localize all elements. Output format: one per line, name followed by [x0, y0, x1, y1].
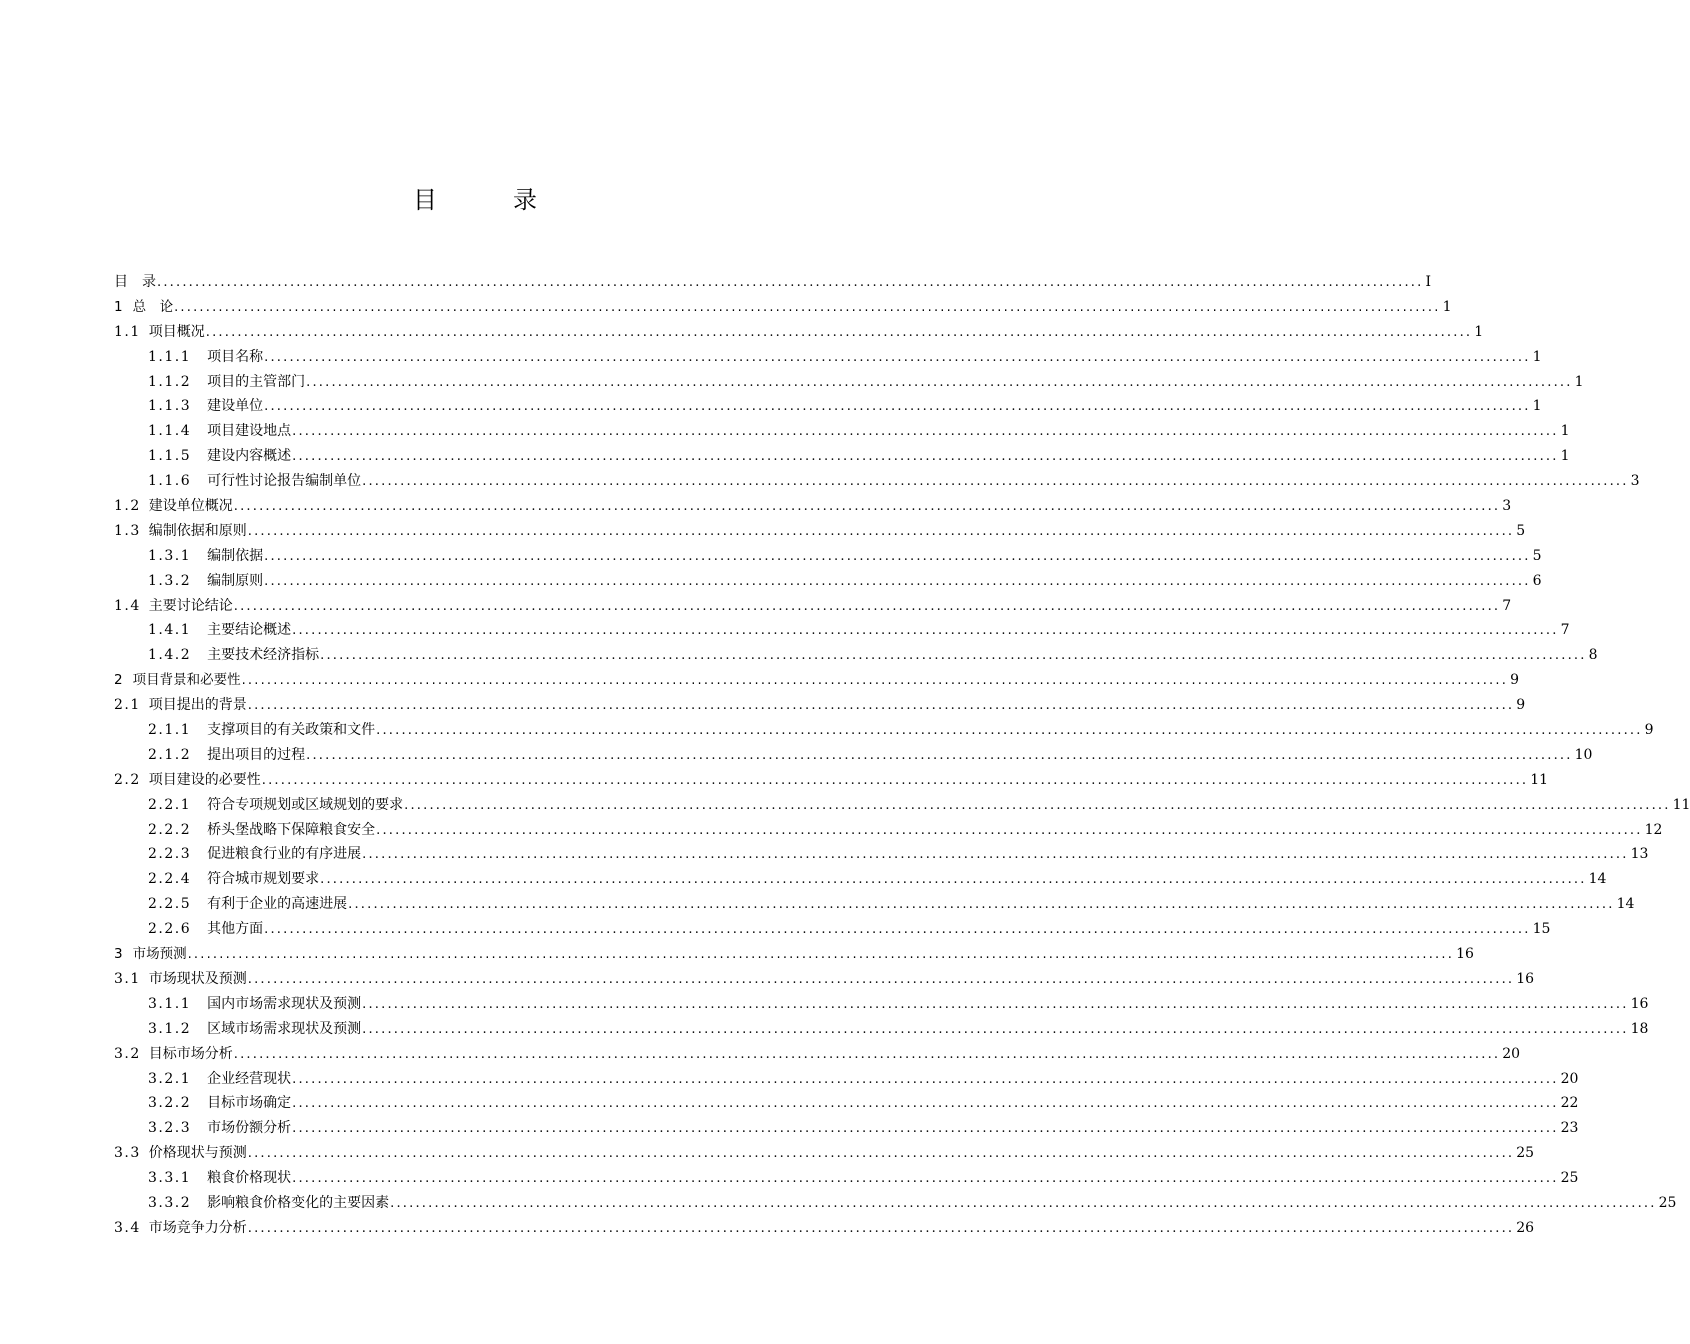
- toc-entry-number: 3: [114, 946, 123, 963]
- toc-dot-leader: ........................................................................................................................................................................................................: [292, 1096, 1559, 1112]
- toc-dot-leader: ........................................................................................................................................................................................................: [233, 1046, 1501, 1062]
- toc-dot-leader: ........................................................................................................................................................................................................: [320, 648, 1587, 664]
- toc-page-number: 1: [1442, 298, 1452, 315]
- toc-page-number: 7: [1502, 597, 1512, 614]
- toc-entry-label: 影响粮食价格变化的主要因素: [207, 1194, 390, 1211]
- toc-dot-leader: ........................................................................................................................................................................................................: [264, 399, 1531, 415]
- toc-page-number: 25: [1658, 1194, 1677, 1211]
- table-of-contents: [114, 270, 1690, 1241]
- toc-dot-leader: ........................................................................................................................................................................................................: [404, 797, 1671, 813]
- toc-entry[interactable]: [114, 1091, 1579, 1116]
- toc-entry-label: 其他方面: [207, 921, 264, 938]
- toc-entry-label: 项目的主管部门: [207, 373, 306, 390]
- toc-page-number: 26: [1516, 1219, 1535, 1236]
- toc-entry[interactable]: [114, 295, 1452, 320]
- toc-dot-leader: ........................................................................................................................................................................................................: [264, 922, 1531, 938]
- toc-page-number: 23: [1560, 1120, 1579, 1137]
- toc-entry-number: 2.1: [114, 697, 141, 714]
- toc-dot-leader: ........................................................................................................................................................................................................: [390, 1195, 1657, 1211]
- toc-entry-number: 3.1: [114, 970, 141, 987]
- toc-page-number: 14: [1588, 871, 1607, 888]
- toc-entry[interactable]: [114, 444, 1570, 469]
- toc-entry-number: 2.1.1: [148, 722, 192, 739]
- toc-entry-label: 总 论: [132, 298, 174, 315]
- toc-page-number: 9: [1644, 722, 1654, 739]
- toc-page-number: 5: [1516, 522, 1526, 539]
- toc-entry-label: 建设单位: [207, 398, 264, 415]
- toc-page-number: 25: [1516, 1145, 1535, 1162]
- toc-page-number: 20: [1502, 1045, 1521, 1062]
- toc-dot-leader: ........................................................................................................................................................................................................: [247, 698, 1515, 714]
- toc-page-number: 16: [1456, 946, 1474, 963]
- toc-entry-number: 2.2.3: [148, 846, 192, 863]
- toc-entry[interactable]: [114, 519, 1526, 544]
- toc-entry-label: 符合城市规划要求: [207, 871, 320, 888]
- toc-entry-number: 2.2.4: [148, 871, 192, 888]
- toc-page-number: 5: [1532, 547, 1542, 564]
- toc-entry-number: 2.2.2: [148, 821, 192, 838]
- toc-entry-number: 1.1.5: [148, 448, 192, 465]
- toc-page-number: 16: [1516, 970, 1535, 987]
- toc-dot-leader: ........................................................................................................................................................................................................: [205, 324, 1473, 340]
- toc-entry-number: 3.2.2: [148, 1095, 192, 1112]
- toc-entry-label: 目 录: [114, 274, 156, 290]
- toc-entry-number: 3.4: [114, 1219, 141, 1236]
- toc-page-number: 15: [1532, 921, 1551, 938]
- toc-entry[interactable]: [114, 818, 1663, 843]
- toc-page-number: 6: [1532, 572, 1542, 589]
- toc-entry[interactable]: [114, 1191, 1677, 1216]
- toc-entry-number: 2.2.6: [148, 921, 192, 938]
- toc-entry-label: 编制依据和原则: [148, 522, 247, 539]
- toc-entry-label: 国内市场需求现状及预测: [207, 995, 362, 1012]
- toc-entry-number: 1.3: [114, 522, 141, 539]
- toc-entry[interactable]: [114, 370, 1584, 395]
- toc-entry[interactable]: [114, 320, 1484, 345]
- toc-dot-leader: ........................................................................................................................................................................................................: [292, 449, 1559, 465]
- toc-page-number: 20: [1560, 1070, 1579, 1087]
- toc-entry[interactable]: [114, 1166, 1579, 1191]
- toc-page-number: 12: [1644, 821, 1663, 838]
- toc-entry-label: 价格现状与预测: [148, 1145, 247, 1162]
- toc-page-number: 22: [1560, 1095, 1579, 1112]
- toc-entry-number: 3.2.1: [148, 1070, 192, 1087]
- toc-entry-number: 1.1.2: [148, 373, 192, 390]
- toc-entry-label: 市场竞争力分析: [148, 1219, 247, 1236]
- toc-entry[interactable]: [114, 270, 1431, 295]
- toc-entry[interactable]: [114, 992, 1649, 1017]
- toc-page-number: 1: [1560, 423, 1570, 440]
- toc-entry[interactable]: [114, 793, 1690, 818]
- toc-entry-number: 2.2: [114, 771, 141, 788]
- toc-entry[interactable]: [114, 1017, 1649, 1042]
- toc-entry-number: 3.3.2: [148, 1194, 192, 1211]
- toc-dot-leader: ........................................................................................................................................................................................................: [261, 772, 1529, 788]
- toc-dot-leader: ........................................................................................................................................................................................................: [320, 872, 1587, 888]
- toc-entry-label: 主要讨论结论: [148, 597, 233, 614]
- toc-entry-number: 1.4.2: [148, 647, 192, 664]
- toc-dot-leader: ........................................................................................................................................................................................................: [292, 424, 1559, 440]
- toc-entry-label: 可行性讨论报告编制单位: [207, 473, 362, 490]
- toc-dot-leader: ........................................................................................................................................................................................................: [187, 947, 1455, 963]
- toc-entry-number: 2.1.2: [148, 746, 192, 763]
- toc-entry-label: 符合专项规划或区域规划的要求: [207, 796, 404, 813]
- toc-dot-leader: ........................................................................................................................................................................................................: [348, 897, 1615, 913]
- toc-entry-label: 项目背景和必要性: [132, 672, 241, 689]
- toc-entry-number: 2.2.1: [148, 796, 192, 813]
- toc-entry[interactable]: [114, 494, 1512, 519]
- toc-page-number: 9: [1510, 672, 1519, 689]
- toc-dot-leader: ........................................................................................................................................................................................................: [264, 349, 1531, 365]
- toc-page-number: 25: [1560, 1170, 1579, 1187]
- toc-dot-leader: ........................................................................................................................................................................................................: [264, 548, 1531, 564]
- toc-entry[interactable]: [114, 1216, 1535, 1241]
- toc-entry-label: 市场预测: [132, 946, 187, 963]
- toc-entry-number: 1.1.4: [148, 423, 192, 440]
- toc-dot-leader: ........................................................................................................................................................................................................: [362, 847, 1629, 863]
- toc-entry-number: 1: [114, 298, 123, 315]
- toc-page-number: 9: [1516, 697, 1526, 714]
- toc-entry-label: 建设单位概况: [148, 498, 233, 515]
- toc-entry[interactable]: [114, 419, 1570, 444]
- toc-dot-leader: ........................................................................................................................................................................................................: [247, 523, 1515, 539]
- toc-entry[interactable]: [114, 345, 1542, 370]
- toc-entry-number: 2.2.5: [148, 896, 192, 913]
- toc-page-number: 8: [1588, 647, 1598, 664]
- toc-page-number: 14: [1616, 896, 1635, 913]
- toc-dot-leader: ........................................................................................................................................................................................................: [292, 1071, 1559, 1087]
- toc-entry[interactable]: [114, 768, 1549, 793]
- toc-entry[interactable]: [114, 693, 1526, 718]
- toc-page-number: 11: [1672, 796, 1690, 813]
- toc-page-number: 7: [1560, 622, 1570, 639]
- toc-dot-leader: ........................................................................................................................................................................................................: [306, 747, 1573, 763]
- toc-entry[interactable]: [114, 544, 1542, 569]
- toc-entry[interactable]: [114, 668, 1519, 693]
- toc-entry-label: 目标市场分析: [148, 1045, 233, 1062]
- toc-entry-label: 促进粮食行业的有序进展: [207, 846, 362, 863]
- toc-dot-leader: ........................................................................................................................................................................................................: [233, 499, 1501, 515]
- toc-entry-label: 项目名称: [207, 348, 264, 365]
- toc-entry-label: 市场现状及预测: [148, 970, 247, 987]
- toc-entry[interactable]: [114, 618, 1570, 643]
- toc-dot-leader: ........................................................................................................................................................................................................: [247, 1146, 1515, 1162]
- toc-entry-label: 编制原则: [207, 572, 264, 589]
- toc-entry[interactable]: [114, 1116, 1579, 1141]
- toc-entry[interactable]: [114, 718, 1654, 743]
- toc-dot-leader: ........................................................................................................................................................................................................: [247, 1220, 1515, 1236]
- toc-page-number: 13: [1630, 846, 1649, 863]
- toc-entry[interactable]: [114, 1141, 1535, 1166]
- toc-page-number: 1: [1560, 448, 1570, 465]
- toc-entry-label: 企业经营现状: [207, 1070, 292, 1087]
- toc-dot-leader: ........................................................................................................................................................................................................: [376, 723, 1643, 739]
- toc-entry[interactable]: [114, 394, 1542, 419]
- toc-entry-number: 3.2.3: [148, 1120, 192, 1137]
- toc-entry[interactable]: [114, 967, 1535, 992]
- toc-entry-label: 市场份额分析: [207, 1120, 292, 1137]
- toc-page-number: 3: [1630, 473, 1640, 490]
- toc-entry-number: 3.1.1: [148, 995, 192, 1012]
- toc-entry-label: 项目建设的必要性: [148, 771, 261, 788]
- toc-dot-leader: ........................................................................................................................................................................................................: [241, 673, 1509, 689]
- toc-page-number: 10: [1574, 746, 1593, 763]
- toc-entry-label: 主要技术经济指标: [207, 647, 320, 664]
- toc-entry-number: 2: [114, 672, 123, 689]
- toc-entry[interactable]: [114, 942, 1474, 967]
- toc-entry-number: 3.1.2: [148, 1020, 192, 1037]
- toc-entry[interactable]: [114, 867, 1607, 892]
- toc-dot-leader: ........................................................................................................................................................................................................: [362, 996, 1629, 1012]
- toc-entry-number: 1.4: [114, 597, 141, 614]
- toc-entry-number: 3.3: [114, 1145, 141, 1162]
- toc-dot-leader: ........................................................................................................................................................................................................: [292, 623, 1559, 639]
- toc-entry[interactable]: [114, 892, 1635, 917]
- toc-entry[interactable]: [114, 569, 1542, 594]
- toc-entry-label: 主要结论概述: [207, 622, 292, 639]
- toc-entry[interactable]: [114, 643, 1598, 668]
- toc-entry-number: 1.1.3: [148, 398, 192, 415]
- toc-dot-leader: ........................................................................................................................................................................................................: [264, 573, 1531, 589]
- toc-entry-number: 1.1.1: [148, 348, 192, 365]
- toc-entry-label: 有利于企业的高速进展: [207, 896, 348, 913]
- toc-dot-leader: ........................................................................................................................................................................................................: [306, 374, 1573, 390]
- toc-entry[interactable]: [114, 594, 1512, 619]
- toc-page-number: 1: [1574, 373, 1584, 390]
- toc-entry[interactable]: [114, 842, 1649, 867]
- toc-entry-number: 1.1.6: [148, 473, 192, 490]
- toc-entry-label: 提出项目的过程: [207, 746, 306, 763]
- toc-page-number: 3: [1502, 498, 1512, 515]
- toc-entry[interactable]: [114, 1042, 1521, 1067]
- toc-dot-leader: ........................................................................................................................................................................................................: [376, 822, 1643, 838]
- toc-entry-number: 3.2: [114, 1045, 141, 1062]
- toc-entry-number: 1.4.1: [148, 622, 192, 639]
- toc-dot-leader: ........................................................................................................................................................................................................: [247, 971, 1515, 987]
- toc-entry-label: 编制依据: [207, 547, 264, 564]
- toc-entry-label: 支撑项目的有关政策和文件: [207, 722, 376, 739]
- toc-entry-label: 桥头堡战略下保障粮食安全: [207, 821, 376, 838]
- toc-entry[interactable]: [114, 917, 1551, 942]
- toc-dot-leader: ........................................................................................................................................................................................................: [157, 275, 1424, 290]
- toc-page-number: 11: [1530, 771, 1549, 788]
- toc-page-number: 1: [1474, 323, 1484, 340]
- toc-page-number: I: [1425, 274, 1431, 290]
- toc-entry[interactable]: [114, 743, 1593, 768]
- toc-page-number: 1: [1532, 348, 1542, 365]
- toc-entry-label: 项目建设地点: [207, 423, 292, 440]
- toc-dot-leader: ........................................................................................................................................................................................................: [292, 1171, 1559, 1187]
- toc-dot-leader: ........................................................................................................................................................................................................: [174, 299, 1441, 315]
- toc-page-number: 1: [1532, 398, 1542, 415]
- toc-dot-leader: ........................................................................................................................................................................................................: [233, 598, 1501, 614]
- toc-entry-label: 区域市场需求现状及预测: [207, 1020, 362, 1037]
- toc-entry-number: 1.3.2: [148, 572, 192, 589]
- toc-entry-number: 1.1: [114, 323, 141, 340]
- toc-entry[interactable]: [114, 469, 1640, 494]
- toc-entry-label: 项目提出的背景: [148, 697, 247, 714]
- toc-entry-number: 1.2: [114, 498, 141, 515]
- toc-page-number: 18: [1630, 1020, 1649, 1037]
- toc-dot-leader: ........................................................................................................................................................................................................: [292, 1121, 1559, 1137]
- toc-page-number: 16: [1630, 995, 1649, 1012]
- toc-entry-label: 目标市场确定: [207, 1095, 292, 1112]
- toc-dot-leader: ........................................................................................................................................................................................................: [362, 474, 1629, 490]
- page-title: 目 录: [413, 186, 563, 214]
- toc-entry-label: 建设内容概述: [207, 448, 292, 465]
- toc-entry-label: 项目概况: [148, 323, 205, 340]
- toc-entry-number: 1.3.1: [148, 547, 192, 564]
- toc-entry-number: 3.3.1: [148, 1170, 192, 1187]
- toc-dot-leader: ........................................................................................................................................................................................................: [362, 1021, 1629, 1037]
- toc-entry-label: 粮食价格现状: [207, 1170, 292, 1187]
- toc-entry[interactable]: [114, 1067, 1579, 1092]
